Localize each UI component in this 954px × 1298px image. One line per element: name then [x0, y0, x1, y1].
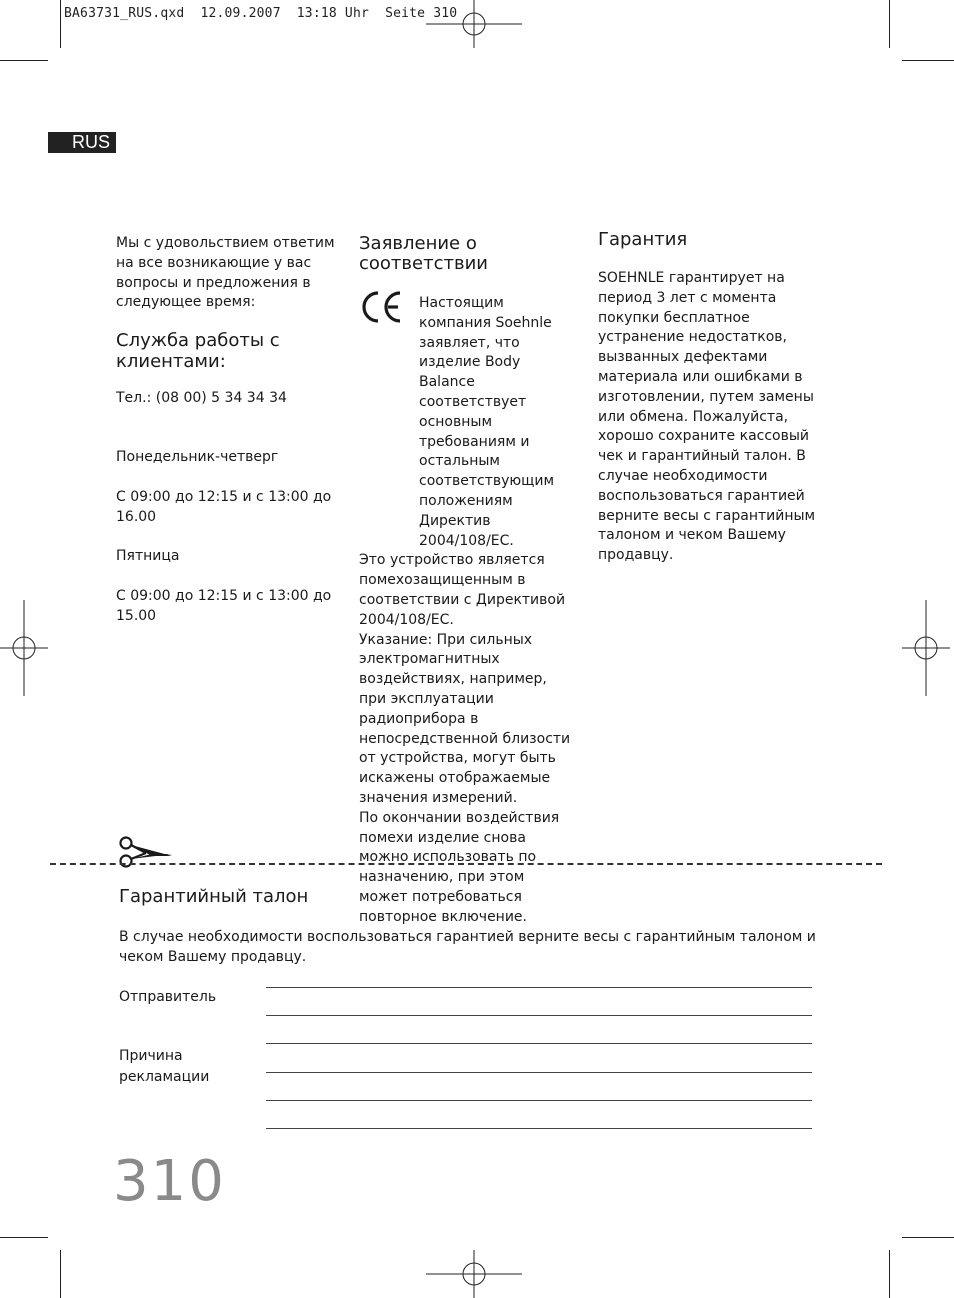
- language-badge: RUS: [48, 132, 116, 153]
- warranty-column: [598, 229, 820, 566]
- sender-label: Отправитель: [119, 989, 217, 1005]
- crop-mark: [60, 1250, 61, 1298]
- ce-logo-icon: [359, 289, 403, 325]
- friday-label: Пятница: [116, 548, 180, 565]
- weekdays-label: Понедельник-четверг: [116, 448, 279, 465]
- crop-mark: [889, 1250, 890, 1298]
- reason-label: [119, 1046, 209, 1088]
- registration-mark-icon: [426, 0, 524, 48]
- conformity-heading-line2: соответствии: [359, 253, 488, 274]
- crop-mark: [902, 60, 954, 61]
- sender-line-2[interactable]: [266, 1015, 812, 1016]
- reason-label-line2: рекламации: [119, 1069, 210, 1085]
- reason-line-4[interactable]: [266, 1128, 812, 1129]
- coupon-heading: Гарантийный талон: [119, 886, 309, 907]
- crop-mark: [0, 1237, 48, 1238]
- conformity-paragraph-4: По окончании воздействия помехи изделие снова можно использовать по назначению, при этом может потребоваться повторное включение.: [359, 809, 560, 925]
- warranty-text: SOEHNLE гарантирует на период 3 лет с момента покупки бесплатное устранение недостатков, вызванных дефектами материала или ошибками в изготовлении, путем замены или обмена. Пожалуйста, хорошо сохраните кассовый чек и гарантийный талон. В случае необходимости воспользоваться гарантией верните весы с гарантийным талоном и чеком Вашему продавцу.: [598, 270, 816, 564]
- sender-line-1[interactable]: [266, 987, 812, 988]
- registration-mark-icon: [0, 600, 48, 696]
- crop-mark: [60, 0, 61, 48]
- friday-hours: С 09:00 до 12:15 и с 13:00 до 15.00: [116, 588, 332, 624]
- warranty-heading: Гарантия: [598, 229, 688, 250]
- customer-service-heading: Служба работы с клиентами:: [116, 330, 280, 373]
- conformity-heading: [359, 234, 573, 274]
- weekdays-hours: С 09:00 до 12:15 и с 13:00 до 16.00: [116, 488, 332, 525]
- coupon-text: В случае необходимости воспользоваться гарантией верните весы с гарантийным талоном и чеком Вашему продавцу.: [119, 929, 816, 965]
- conformity-column: [359, 234, 573, 928]
- phone-number: Тел.: (08 00) 5 34 34 34: [116, 390, 287, 407]
- reason-line-2[interactable]: [266, 1072, 812, 1073]
- page-number: 310: [113, 1149, 226, 1214]
- conformity-heading-line1: Заявление о: [359, 233, 477, 254]
- conformity-paragraph-2: Это устройство является помехозащищенным в соответствии с Директивой 2004/108/EC.: [359, 552, 566, 628]
- registration-mark-icon: [426, 1250, 524, 1298]
- registration-mark-icon: [902, 600, 950, 696]
- print-slug: BA63731_RUS.qxd 12.09.2007 13:18 Uhr Seite 310: [64, 6, 458, 21]
- intro-text: Мы с удовольствием ответим на все возникающие у вас вопросы и предложения в следующее время:: [116, 235, 335, 311]
- reason-label-line1: Причина: [119, 1048, 183, 1064]
- conformity-paragraph-1: Настоящим компания Soehnle заявляет, что изделие Body Balance соответствует основным требованиям и остальным соответствующим положениям Директив 2004/108/EC.: [419, 295, 555, 549]
- reason-line-3[interactable]: [266, 1100, 812, 1101]
- customer-service-column: [116, 234, 338, 627]
- crop-mark: [0, 60, 48, 61]
- crop-mark: [889, 0, 890, 48]
- conformity-paragraph-3: Указание: При сильных электромагнитных воздействиях, например, при эксплуатации радиоприбора в непосредственной близости от устройства, могут быть искажены отображаемые значения измерений.: [359, 631, 571, 806]
- crop-mark: [902, 1237, 954, 1238]
- reason-line-1[interactable]: [266, 1043, 812, 1044]
- cut-line: [50, 863, 882, 865]
